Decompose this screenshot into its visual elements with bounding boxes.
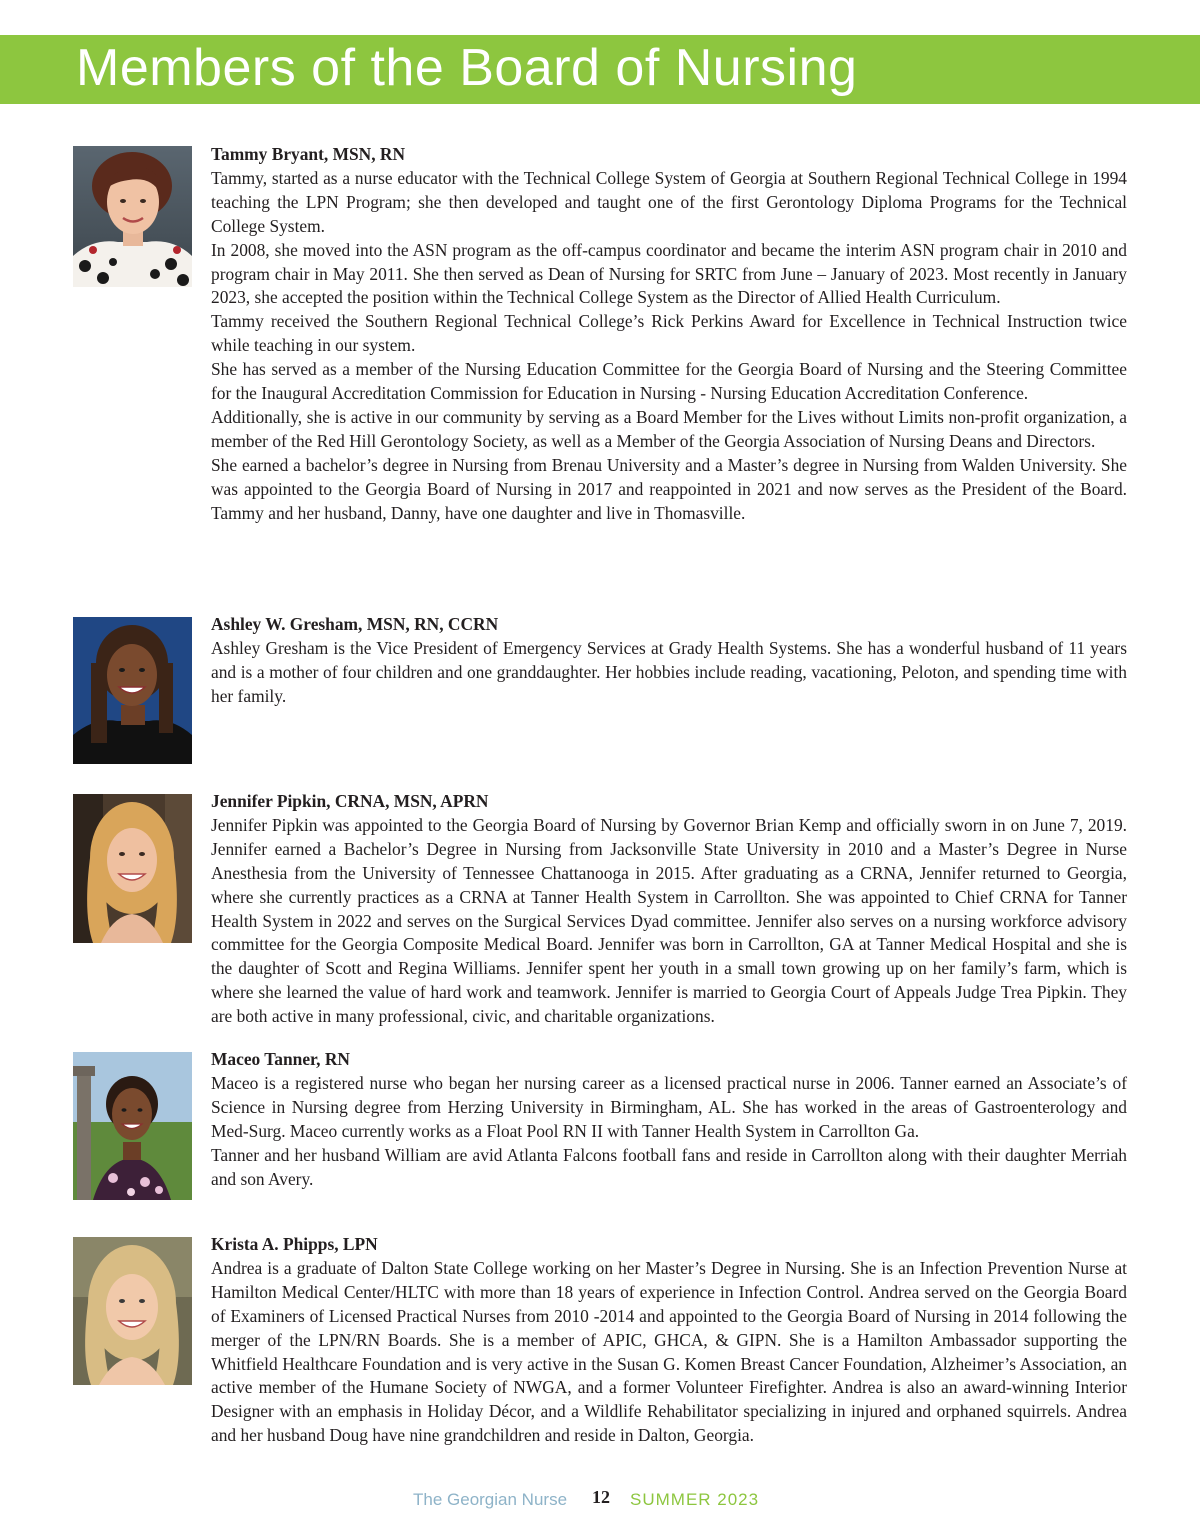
page-number: 12 <box>592 1487 610 1507</box>
page-footer <box>0 1484 1200 1514</box>
member-name: Tammy Bryant, MSN, RN <box>211 144 406 164</box>
bio-paragraph: Maceo is a registered nurse who began her nursing career as a licensed practical nurse in 2006. Tanner earned an Associate’s of Science in Nursing degree from Herzing University in Birmingham, AL. She has worked in the areas of Gastroenterology and Med-Surg. Maceo currently works as a Float Pool RN II with Tanner Health System in Carrollton Ga. <box>211 1072 1127 1141</box>
member-name: Ashley W. Gresham, MSN, RN, CCRN <box>211 614 499 634</box>
bio-paragraph: Tanner and her husband William are avid Atlanta Falcons football fans and reside in Carrollton along with their daughter Merriah and son Avery. <box>211 1144 1127 1189</box>
portrait-photo <box>73 146 192 287</box>
member-name: Krista A. Phipps, LPN <box>211 1234 378 1254</box>
member-name: Jennifer Pipkin, CRNA, MSN, APRN <box>211 791 489 811</box>
title-banner <box>0 35 1200 104</box>
portrait-photo <box>73 617 192 764</box>
bio-paragraph: Tammy received the Southern Regional Technical College’s Rick Perkins Award for Excellence in Technical Instruction twice while teaching in our system. <box>211 311 1127 356</box>
bio-paragraph: In 2008, she moved into the ASN program as the off-campus coordinator and became the interim ASN program chair in 2010 and program chair in May 2011. She then served as Dean of Nursing for SRTC from June – January of 2023. Most recently in January 2023, she accepted the position within the Technical College System as the Director of Allied Health Curriculum. <box>211 239 1127 308</box>
magazine-name: The Georgian Nurse <box>413 1490 568 1509</box>
bio-paragraph: Additionally, she is active in our community by serving as a Board Member for the Lives without Limits non-profit organization, a member of the Red Hill Gerontology Society, as well as a Member of the Georgia Association of Nursing Deans and Directors. <box>211 406 1127 451</box>
member-bio <box>211 143 1127 526</box>
member-bio <box>211 1233 1127 1448</box>
member-bio <box>211 613 1127 709</box>
issue-season: SUMMER 2023 <box>630 1490 760 1509</box>
bio-paragraph: She earned a bachelor’s degree in Nursing from Brenau University and a Master’s degree in Nursing from Walden University. She was appointed to the Georgia Board of Nursing in 2017 and reappointed in 2021 and now serves as the President of the Board. Tammy and her husband, Danny, have one daughter and live in Thomasville. <box>211 454 1127 523</box>
portrait-photo <box>73 1052 192 1200</box>
bio-paragraph: Jennifer Pipkin was appointed to the Georgia Board of Nursing by Governor Brian Kemp and officially sworn in on June 7, 2019. Jennifer earned a Bachelor’s Degree in Nursing from Jacksonville State University in 2010 and a Master’s Degree in Nurse Anesthesia from the University of Tennessee Chattanooga in 2015. After graduating as a CRNA, Jennifer returned to Georgia, where she currently practices as a CRNA at Tanner Health System in Carrollton. She was appointed to Chief CRNA for Tanner Health System in 2022 and serves on the Surgical Services Dyad committee. Jennifer also serves on a nursing workforce advisory committee for the Georgia Composite Medical Board. Jennifer was born in Carrollton, GA at Tanner Medical Hospital and she is the daughter of Scott and Regina Williams. Jennifer spent her youth in a small town growing up on her family’s farm, which is where she learned the value of hard work and teamwork. Jennifer is married to Georgia Court of Appeals Judge Trea Pipkin. They are both active in many professional, civic, and charitable organizations. <box>211 814 1127 1027</box>
bio-paragraph: Tammy, started as a nurse educator with the Technical College System of Georgia at Southern Regional Technical College in 1994 teaching the LPN Program; she then developed and taught one of the first Gerontology Diploma Programs for the Technical College System. <box>211 167 1127 236</box>
member-name: Maceo Tanner, RN <box>211 1049 350 1069</box>
member-bio <box>211 790 1127 1029</box>
page-title: Members of the Board of Nursing <box>76 39 858 97</box>
portrait-photo <box>73 1237 192 1385</box>
bio-paragraph: She has served as a member of the Nursing Education Committee for the Georgia Board of Nursing and the Steering Committee for the Inaugural Accreditation Commission for Education in Nursing - Nursing Education Accreditation Conference. <box>211 359 1127 404</box>
member-bio <box>211 1048 1127 1191</box>
bio-paragraph: Ashley Gresham is the Vice President of Emergency Services at Grady Health Systems. She has a wonderful husband of 11 years and is a mother of four children and one granddaughter. Her hobbies include reading, vacationing, Peloton, and spending time with her family. <box>211 637 1127 706</box>
bio-paragraph: Andrea is a graduate of Dalton State College working on her Master’s Degree in Nursing. She is an Infection Prevention Nurse at Hamilton Medical Center/HLTC with more than 18 years of experience in Infection Control. Andrea served on the Georgia Board of Examiners of Licensed Practical Nurses from 2010 -2014 and appointed to the Georgia Board of Nursing in 2014 following the merger of the LPN/RN Boards. She is a member of APIC, GHCA, & GIPN. She is a Hamilton Ambassador supporting the Whitfield Healthcare Foundation and is very active in the Susan G. Komen Breast Cancer Foundation, Alzheimer’s Association, an active member of the Humane Society of NWGA, and a former Volunteer Firefighter. Andrea is also an award-winning Interior Designer with an emphasis in Holiday Décor, and a Wildlife Rehabilitator specializing in injured and orphaned squirrels. Andrea and her husband Doug have nine grandchildren and reside in Dalton, Georgia. <box>211 1257 1127 1446</box>
portrait-photo <box>73 794 192 943</box>
